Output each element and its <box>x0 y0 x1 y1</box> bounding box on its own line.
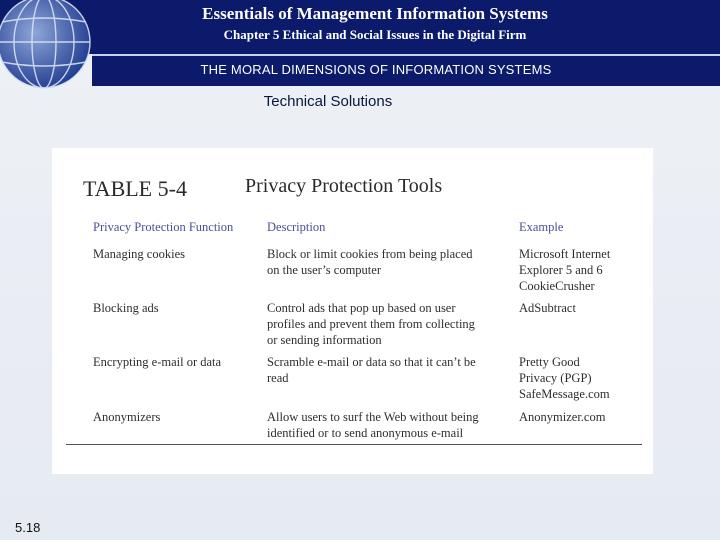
column-header-description: Description <box>267 220 326 234</box>
table-cell-function: Blocking ads <box>93 301 159 315</box>
description-line: identified or to send anonymous e-mail <box>267 426 464 440</box>
presentation-title: Essentials of Management Information Systems <box>202 4 548 23</box>
description-line: Block or limit cookies from being placed <box>267 247 473 261</box>
example-line: Privacy (PGP) <box>519 371 592 385</box>
column-header-function: Privacy Protection Function <box>93 220 234 234</box>
topic-heading: Technical Solutions <box>263 93 393 110</box>
example-line: Pretty Good <box>519 355 580 369</box>
table-cell-function: Anonymizers <box>93 410 161 424</box>
example-line: Explorer 5 and 6 <box>519 263 603 277</box>
example-line: Anonymizer.com <box>519 410 606 424</box>
table-cell-example <box>519 300 649 316</box>
description-line: Allow users to surf the Web without being <box>267 410 479 424</box>
table-cell-function: Managing cookies <box>93 247 185 261</box>
table-cell-example <box>519 246 649 294</box>
table-number: TABLE 5-4 <box>83 176 187 201</box>
description-line: or sending information <box>267 333 382 347</box>
description-line: Scramble e-mail or data so that it can’t be <box>267 355 476 369</box>
table-title: Privacy Protection Tools <box>245 175 443 197</box>
table-bottom-rule <box>66 444 642 445</box>
privacy-tools-table <box>52 148 653 474</box>
table-cell-description <box>267 246 507 278</box>
example-line: SafeMessage.com <box>519 387 610 401</box>
description-line: read <box>267 371 289 385</box>
example-line: CookieCrusher <box>519 279 595 293</box>
table-cell-description <box>267 409 507 441</box>
example-line: AdSubtract <box>519 301 576 315</box>
section-heading: THE MORAL DIMENSIONS OF INFORMATION SYSTEMS <box>200 62 552 77</box>
table-cell-example <box>519 354 649 402</box>
description-line: profiles and prevent them from collecting <box>267 317 475 331</box>
slide-number: 5.18 <box>15 520 41 535</box>
example-line: Microsoft Internet <box>519 247 611 261</box>
table-cell-function: Encrypting e-mail or data <box>93 355 222 369</box>
column-header-example: Example <box>519 220 564 234</box>
table-cell-example <box>519 409 649 425</box>
table-cell-description <box>267 300 507 348</box>
description-line: on the user’s computer <box>267 263 381 277</box>
description-line: Control ads that pop up based on user <box>267 301 456 315</box>
table-cell-description <box>267 354 507 386</box>
chapter-subtitle: Chapter 5 Ethical and Social Issues in the Digital Firm <box>223 27 527 42</box>
